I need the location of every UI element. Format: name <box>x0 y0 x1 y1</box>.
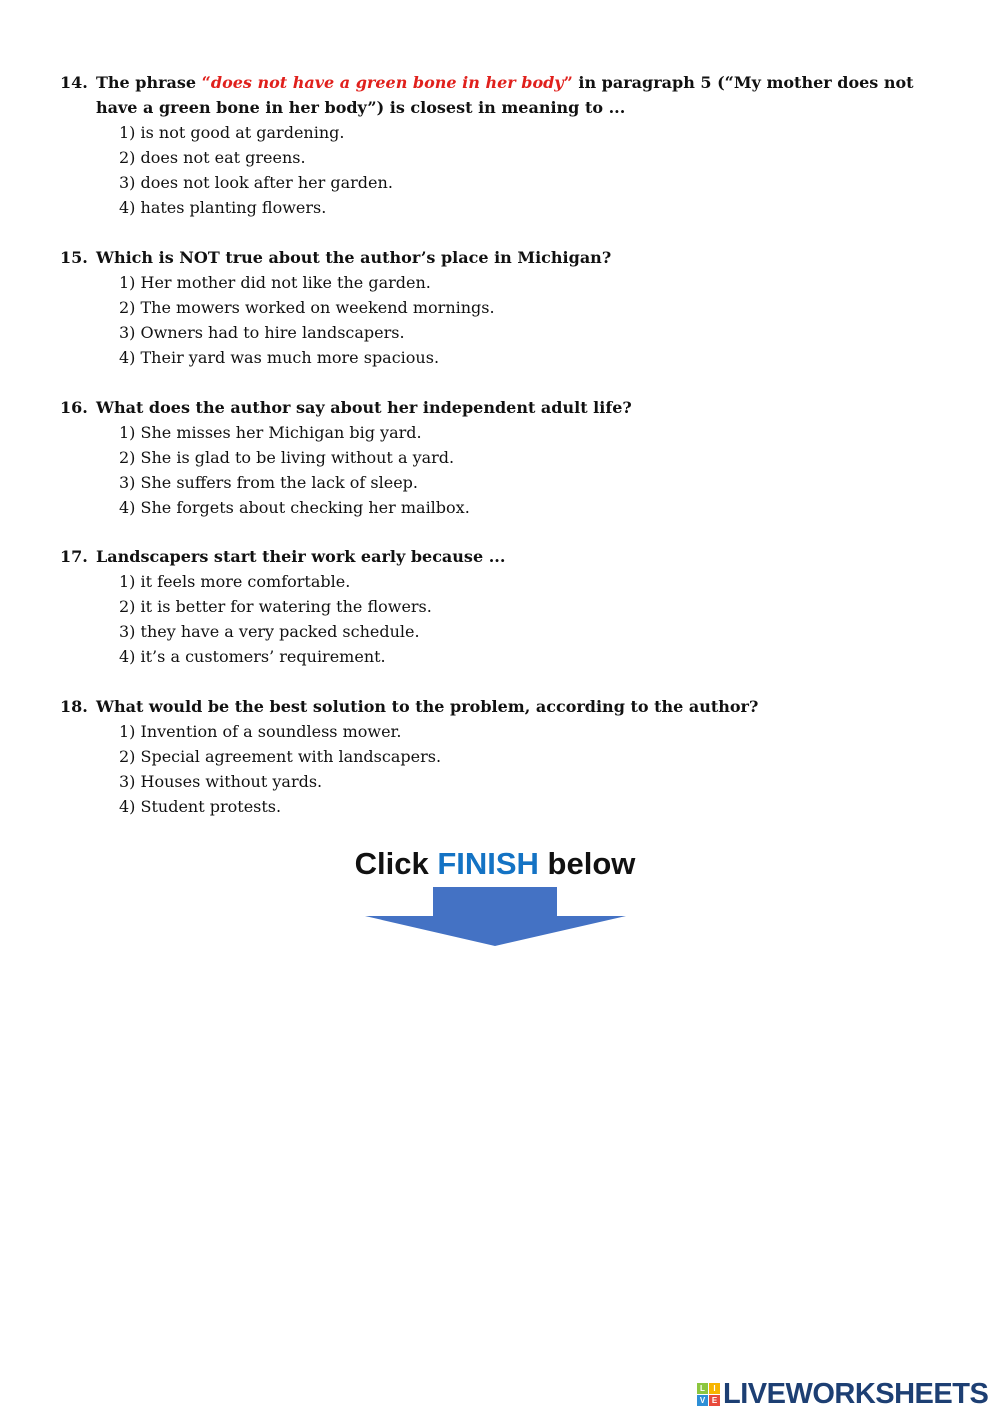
question-17 <box>60 544 940 669</box>
question-text: 15. Which is NOT true about the author’s place in Michigan? <box>60 248 612 267</box>
option: 1) it feels more comfortable. <box>119 572 351 591</box>
option: 4) Student protests. <box>119 797 282 816</box>
question-18 <box>60 694 940 819</box>
finish-instruction: Click FINISH below <box>354 846 636 881</box>
highlighted-phrase: does not have a green bone in her body <box>210 73 564 92</box>
logo-tiles-icon: L I V E <box>697 1383 720 1406</box>
option: 1) Invention of a soundless mower. <box>119 722 402 741</box>
option: 4) Their yard was much more spacious. <box>119 348 440 367</box>
question-text: 18. What would be the best solution to the problem, according to the author? <box>60 697 759 716</box>
option: 3) does not look after her garden. <box>119 173 393 192</box>
option: 3) they have a very packed schedule. <box>119 622 420 641</box>
down-arrow-icon <box>360 885 630 950</box>
option: 3) She suffers from the lack of sleep. <box>119 473 419 492</box>
option: 4) it’s a customers’ requirement. <box>119 647 386 666</box>
option: 3) Owners had to hire landscapers. <box>119 323 405 342</box>
question-14 <box>60 70 940 220</box>
option: 3) Houses without yards. <box>119 772 323 791</box>
option: 4) She forgets about checking her mailbox. <box>119 498 470 517</box>
question-text: 17. Landscapers start their work early because ... <box>60 547 506 566</box>
option: 2) Special agreement with landscapers. <box>119 747 442 766</box>
question-text: 16. What does the author say about her independent adult life? <box>60 398 632 417</box>
option: 2) does not eat greens. <box>119 148 306 167</box>
option: 1) is not good at gardening. <box>119 123 345 142</box>
option: 2) The mowers worked on weekend mornings. <box>119 298 495 317</box>
option: 4) hates planting flowers. <box>119 198 327 217</box>
question-16 <box>60 395 940 520</box>
option: 1) She misses her Michigan big yard. <box>119 423 422 442</box>
option: 2) it is better for watering the flowers. <box>119 597 432 616</box>
liveworksheets-logo: L I V E LIVEWORKSHEETS <box>697 1378 988 1411</box>
question-text: 14. The phrase “does not have a green bone in her body” in paragraph 5 (“My mother does not have a green bone in her body”) is closest in meaning to ... <box>60 73 914 117</box>
option: 1) Her mother did not like the garden. <box>119 273 431 292</box>
option: 2) She is glad to be living without a yard. <box>119 448 455 467</box>
question-15 <box>60 245 940 370</box>
